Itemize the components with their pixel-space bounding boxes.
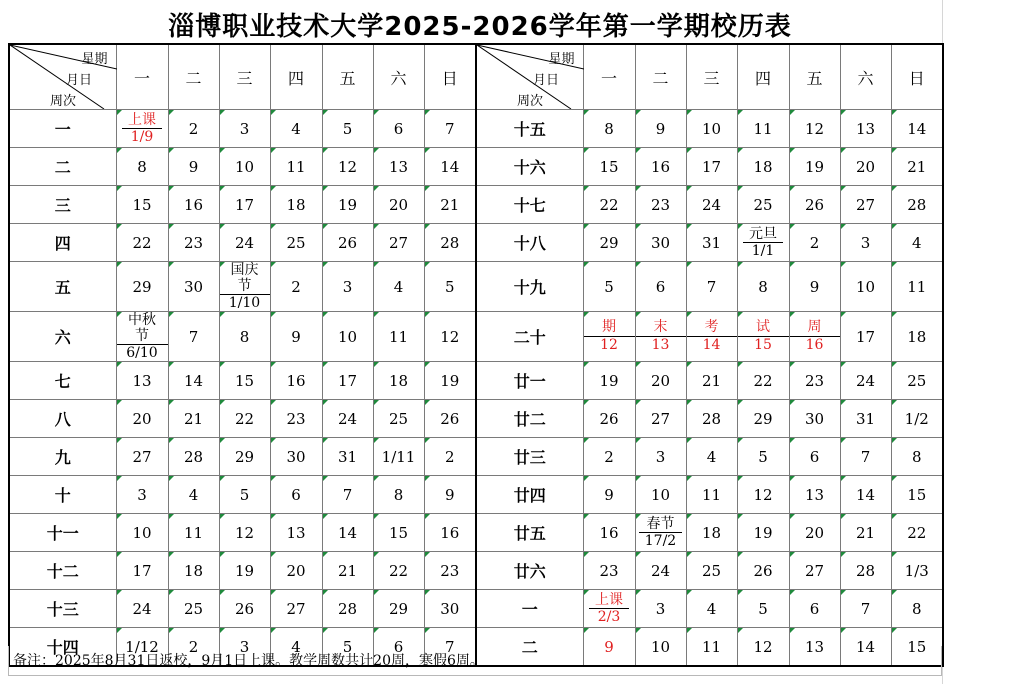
header-day: 四 — [270, 44, 322, 110]
date-cell: 20 — [840, 148, 891, 186]
week-row — [9, 590, 943, 628]
header-day: 二 — [635, 44, 686, 110]
date-cell: 17 — [840, 312, 891, 362]
date-cell: 15 — [891, 628, 943, 667]
date-cell: 4 — [168, 476, 219, 514]
date-cell: 22 — [737, 362, 789, 400]
event-day-cell — [116, 110, 168, 148]
event-date: 12 — [600, 337, 618, 353]
date-cell: 21 — [322, 552, 373, 590]
date-cell: 15 — [373, 514, 424, 552]
exam-day-cell — [737, 312, 789, 362]
date-cell: 24 — [686, 186, 737, 224]
event-date: 6/10 — [126, 345, 158, 361]
exam-day-cell — [686, 312, 737, 362]
date-cell: 4 — [270, 628, 322, 667]
page-title: 淄博职业技术大学2025-2026学年第一学期校历表 — [168, 12, 792, 42]
header-row — [9, 44, 943, 110]
date-cell: 21 — [891, 148, 943, 186]
date-cell: 30 — [789, 400, 840, 438]
header-day: 日 — [424, 44, 476, 110]
date-cell: 6 — [270, 476, 322, 514]
date-cell: 14 — [840, 476, 891, 514]
date-cell: 29 — [116, 262, 168, 312]
week-number: 十四 — [9, 628, 116, 667]
week-row — [9, 514, 943, 552]
date-cell: 18 — [373, 362, 424, 400]
date-cell: 31 — [686, 224, 737, 262]
date-cell: 23 — [789, 362, 840, 400]
date-cell: 21 — [686, 362, 737, 400]
week-number: 十一 — [9, 514, 116, 552]
date-cell: 11 — [737, 110, 789, 148]
event-date: 15 — [754, 337, 772, 353]
date-cell: 30 — [168, 262, 219, 312]
date-cell: 15 — [219, 362, 270, 400]
date-cell: 7 — [168, 312, 219, 362]
event-label: 元旦 — [743, 226, 783, 243]
date-cell: 23 — [635, 186, 686, 224]
event-label: 中秋节 — [117, 312, 168, 345]
week-number: 廿五 — [476, 514, 583, 552]
date-cell: 18 — [686, 514, 737, 552]
date-cell: 26 — [219, 590, 270, 628]
date-cell: 28 — [322, 590, 373, 628]
event-date: 1/9 — [130, 129, 154, 145]
date-cell: 5 — [219, 476, 270, 514]
corner-week-label: 周次 — [50, 94, 77, 109]
header-day: 四 — [737, 44, 789, 110]
event-label: 考 — [687, 319, 737, 337]
date-cell: 8 — [373, 476, 424, 514]
date-cell: 9 — [168, 148, 219, 186]
corner-week-label: 周次 — [517, 94, 544, 109]
date-cell: 12 — [424, 312, 476, 362]
week-number: 四 — [9, 224, 116, 262]
date-cell: 11 — [373, 312, 424, 362]
date-cell: 4 — [891, 224, 943, 262]
date-cell: 24 — [635, 552, 686, 590]
event-day-cell — [583, 590, 635, 628]
header-day: 五 — [322, 44, 373, 110]
date-cell: 5 — [583, 262, 635, 312]
week-number: 十三 — [9, 590, 116, 628]
date-cell: 22 — [219, 400, 270, 438]
date-cell: 7 — [840, 438, 891, 476]
date-cell: 8 — [891, 590, 943, 628]
event-day-cell — [116, 312, 168, 362]
date-cell: 26 — [789, 186, 840, 224]
date-cell: 24 — [116, 590, 168, 628]
header-day: 一 — [116, 44, 168, 110]
date-cell: 20 — [373, 186, 424, 224]
week-number: 廿三 — [476, 438, 583, 476]
event-date: 17/2 — [644, 533, 677, 549]
date-cell: 21 — [168, 400, 219, 438]
date-cell: 7 — [686, 262, 737, 312]
date-cell: 12 — [219, 514, 270, 552]
date-cell: 13 — [789, 476, 840, 514]
week-number: 二 — [9, 148, 116, 186]
date-cell: 7 — [424, 110, 476, 148]
header-day: 三 — [686, 44, 737, 110]
date-cell: 17 — [116, 552, 168, 590]
date-cell: 1/11 — [373, 438, 424, 476]
date-cell: 20 — [789, 514, 840, 552]
date-cell: 21 — [840, 514, 891, 552]
date-cell: 14 — [891, 110, 943, 148]
week-row — [9, 186, 943, 224]
week-number: 六 — [9, 312, 116, 362]
date-cell: 11 — [270, 148, 322, 186]
date-cell: 8 — [737, 262, 789, 312]
date-cell: 28 — [424, 224, 476, 262]
date-cell: 22 — [116, 224, 168, 262]
event-date: 13 — [651, 337, 670, 353]
event-day-cell — [635, 514, 686, 552]
date-cell: 16 — [168, 186, 219, 224]
date-cell: 22 — [583, 186, 635, 224]
date-cell: 2 — [270, 262, 322, 312]
date-cell: 7 — [424, 628, 476, 667]
date-cell: 16 — [635, 148, 686, 186]
date-cell: 31 — [840, 400, 891, 438]
date-cell: 25 — [737, 186, 789, 224]
week-row — [9, 438, 943, 476]
week-number: 廿四 — [476, 476, 583, 514]
corner-date-label: 月日 — [66, 73, 93, 88]
date-cell: 2 — [168, 628, 219, 667]
date-cell: 8 — [116, 148, 168, 186]
date-cell: 8 — [219, 312, 270, 362]
event-date: 16 — [805, 337, 824, 353]
date-cell: 9 — [424, 476, 476, 514]
week-row — [9, 262, 943, 312]
date-cell: 2 — [583, 438, 635, 476]
week-number: 一 — [476, 590, 583, 628]
corner-weekday-label: 星期 — [81, 52, 108, 67]
date-cell: 6 — [635, 262, 686, 312]
date-cell: 15 — [116, 186, 168, 224]
date-cell: 16 — [270, 362, 322, 400]
date-cell: 3 — [635, 438, 686, 476]
date-cell: 24 — [840, 362, 891, 400]
header-day: 六 — [840, 44, 891, 110]
date-cell: 3 — [219, 628, 270, 667]
date-cell: 19 — [322, 186, 373, 224]
date-cell: 5 — [424, 262, 476, 312]
calendar-table — [8, 43, 944, 667]
date-cell: 10 — [219, 148, 270, 186]
date-cell: 9 — [583, 476, 635, 514]
date-cell: 5 — [322, 110, 373, 148]
footnote: 备注：2025年8月31日返校，9月1日上课。教学周数共计20周，寒假6周。 — [8, 646, 942, 676]
date-cell: 27 — [840, 186, 891, 224]
header-day: 三 — [219, 44, 270, 110]
date-cell: 31 — [322, 438, 373, 476]
date-cell: 13 — [840, 110, 891, 148]
date-cell: 10 — [635, 476, 686, 514]
date-cell: 25 — [686, 552, 737, 590]
date-cell: 11 — [168, 514, 219, 552]
week-number: 八 — [9, 400, 116, 438]
date-cell: 28 — [686, 400, 737, 438]
date-cell: 5 — [322, 628, 373, 667]
date-cell: 9 — [583, 628, 635, 667]
week-number: 七 — [9, 362, 116, 400]
date-cell: 3 — [219, 110, 270, 148]
date-cell: 13 — [116, 362, 168, 400]
date-cell: 6 — [373, 110, 424, 148]
date-cell: 18 — [891, 312, 943, 362]
date-cell: 10 — [322, 312, 373, 362]
date-cell: 27 — [116, 438, 168, 476]
date-cell: 16 — [583, 514, 635, 552]
date-cell: 12 — [737, 476, 789, 514]
event-label: 国庆节 — [220, 262, 270, 295]
date-cell: 2 — [168, 110, 219, 148]
date-cell: 29 — [373, 590, 424, 628]
week-row — [9, 224, 943, 262]
date-cell: 27 — [635, 400, 686, 438]
week-row — [9, 400, 943, 438]
event-date: 14 — [702, 337, 721, 353]
date-cell: 23 — [583, 552, 635, 590]
date-cell: 29 — [583, 224, 635, 262]
date-cell: 1/2 — [891, 400, 943, 438]
date-cell: 28 — [840, 552, 891, 590]
date-cell: 28 — [168, 438, 219, 476]
date-cell: 18 — [270, 186, 322, 224]
event-date: 1/10 — [228, 295, 261, 311]
date-cell: 1/12 — [116, 628, 168, 667]
event-label: 春节 — [639, 516, 682, 533]
corner-cell-left — [9, 44, 116, 110]
date-cell: 13 — [789, 628, 840, 667]
date-cell: 17 — [219, 186, 270, 224]
week-number: 十九 — [476, 262, 583, 312]
date-cell: 16 — [424, 514, 476, 552]
date-cell: 12 — [789, 110, 840, 148]
date-cell: 27 — [373, 224, 424, 262]
date-cell: 13 — [270, 514, 322, 552]
date-cell: 20 — [635, 362, 686, 400]
date-cell: 30 — [424, 590, 476, 628]
date-cell: 6 — [789, 438, 840, 476]
date-cell: 6 — [789, 590, 840, 628]
date-cell: 7 — [840, 590, 891, 628]
date-cell: 26 — [583, 400, 635, 438]
week-number: 十二 — [9, 552, 116, 590]
date-cell: 9 — [270, 312, 322, 362]
date-cell: 8 — [891, 438, 943, 476]
date-cell: 20 — [116, 400, 168, 438]
corner-cell-right — [476, 44, 583, 110]
header-day: 六 — [373, 44, 424, 110]
event-label: 试 — [738, 319, 789, 337]
date-cell: 7 — [322, 476, 373, 514]
week-number: 廿六 — [476, 552, 583, 590]
week-number: 廿二 — [476, 400, 583, 438]
date-cell: 15 — [891, 476, 943, 514]
event-date: 1/1 — [751, 243, 775, 259]
date-cell: 30 — [635, 224, 686, 262]
date-cell: 29 — [219, 438, 270, 476]
date-cell: 24 — [322, 400, 373, 438]
date-cell: 3 — [116, 476, 168, 514]
event-label: 上课 — [122, 112, 162, 129]
week-number: 九 — [9, 438, 116, 476]
date-cell: 30 — [270, 438, 322, 476]
date-cell: 18 — [168, 552, 219, 590]
date-cell: 21 — [424, 186, 476, 224]
exam-day-cell — [789, 312, 840, 362]
date-cell: 23 — [270, 400, 322, 438]
date-cell: 19 — [789, 148, 840, 186]
week-row — [9, 552, 943, 590]
week-number: 十七 — [476, 186, 583, 224]
week-row — [9, 476, 943, 514]
date-cell: 27 — [789, 552, 840, 590]
date-cell: 26 — [322, 224, 373, 262]
date-cell: 10 — [635, 628, 686, 667]
date-cell: 4 — [686, 590, 737, 628]
date-cell: 17 — [322, 362, 373, 400]
date-cell: 23 — [168, 224, 219, 262]
header-day: 五 — [789, 44, 840, 110]
date-cell: 25 — [168, 590, 219, 628]
date-cell: 4 — [686, 438, 737, 476]
week-row — [9, 312, 943, 362]
week-row — [9, 362, 943, 400]
exam-day-cell — [583, 312, 635, 362]
date-cell: 2 — [789, 224, 840, 262]
week-number: 二 — [476, 628, 583, 667]
date-cell: 13 — [373, 148, 424, 186]
date-cell: 22 — [891, 514, 943, 552]
date-cell: 19 — [583, 362, 635, 400]
date-cell: 3 — [635, 590, 686, 628]
date-cell: 19 — [219, 552, 270, 590]
date-cell: 11 — [686, 628, 737, 667]
date-cell: 12 — [322, 148, 373, 186]
header-day: 二 — [168, 44, 219, 110]
date-cell: 23 — [424, 552, 476, 590]
date-cell: 26 — [424, 400, 476, 438]
corner-date-label: 月日 — [533, 73, 560, 88]
date-cell: 9 — [789, 262, 840, 312]
date-cell: 14 — [840, 628, 891, 667]
week-number: 二十 — [476, 312, 583, 362]
date-cell: 14 — [424, 148, 476, 186]
date-cell: 4 — [373, 262, 424, 312]
date-cell: 8 — [583, 110, 635, 148]
date-cell: 9 — [635, 110, 686, 148]
date-cell: 25 — [891, 362, 943, 400]
date-cell: 1/3 — [891, 552, 943, 590]
date-cell: 25 — [373, 400, 424, 438]
event-label: 上课 — [589, 592, 629, 609]
date-cell: 24 — [219, 224, 270, 262]
date-cell: 27 — [270, 590, 322, 628]
date-cell: 26 — [737, 552, 789, 590]
date-cell: 28 — [891, 186, 943, 224]
date-cell: 10 — [840, 262, 891, 312]
date-cell: 5 — [737, 590, 789, 628]
corner-weekday-label: 星期 — [548, 52, 575, 67]
date-cell: 10 — [686, 110, 737, 148]
week-number: 廿一 — [476, 362, 583, 400]
date-cell: 5 — [737, 438, 789, 476]
event-date: 2/3 — [597, 609, 621, 625]
header-day: 一 — [583, 44, 635, 110]
date-cell: 29 — [737, 400, 789, 438]
week-number: 十八 — [476, 224, 583, 262]
date-cell: 2 — [424, 438, 476, 476]
event-label: 末 — [636, 319, 686, 337]
date-cell: 4 — [270, 110, 322, 148]
date-cell: 11 — [891, 262, 943, 312]
date-cell: 15 — [583, 148, 635, 186]
header-day: 日 — [891, 44, 943, 110]
date-cell: 14 — [168, 362, 219, 400]
date-cell: 12 — [737, 628, 789, 667]
week-number: 五 — [9, 262, 116, 312]
week-row — [9, 110, 943, 148]
date-cell: 19 — [737, 514, 789, 552]
week-number: 十 — [9, 476, 116, 514]
date-cell: 22 — [373, 552, 424, 590]
date-cell: 20 — [270, 552, 322, 590]
date-cell: 10 — [116, 514, 168, 552]
date-cell: 14 — [322, 514, 373, 552]
event-label: 周 — [790, 319, 840, 337]
date-cell: 6 — [373, 628, 424, 667]
date-cell: 17 — [686, 148, 737, 186]
date-cell: 3 — [322, 262, 373, 312]
date-cell: 25 — [270, 224, 322, 262]
date-cell: 3 — [840, 224, 891, 262]
event-day-cell — [737, 224, 789, 262]
exam-day-cell — [635, 312, 686, 362]
date-cell: 19 — [424, 362, 476, 400]
week-number: 十六 — [476, 148, 583, 186]
event-label: 期 — [584, 319, 635, 337]
date-cell: 18 — [737, 148, 789, 186]
date-cell: 11 — [686, 476, 737, 514]
week-row — [9, 148, 943, 186]
week-number: 十五 — [476, 110, 583, 148]
week-number: 一 — [9, 110, 116, 148]
week-number: 三 — [9, 186, 116, 224]
event-day-cell — [219, 262, 270, 312]
